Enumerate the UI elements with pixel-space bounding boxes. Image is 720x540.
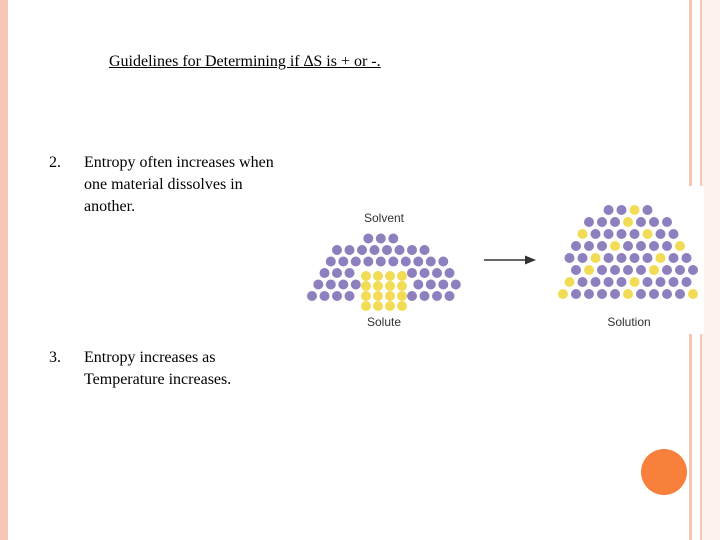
- solvent-particle: [388, 234, 398, 244]
- item-number: 3.: [49, 349, 61, 366]
- solvent-particle: [669, 253, 679, 263]
- solvent-particle: [604, 253, 614, 263]
- solvent-particle: [370, 245, 380, 255]
- solvent-particle: [332, 291, 342, 301]
- solvent-particle: [591, 277, 601, 287]
- solute-particle: [385, 301, 395, 311]
- solvent-particle: [623, 241, 633, 251]
- solvent-particle: [432, 291, 442, 301]
- solute-particle: [649, 265, 659, 275]
- solvent-particle: [584, 217, 594, 227]
- solvent-particle: [345, 245, 355, 255]
- solvent-particle: [407, 291, 417, 301]
- solvent-particle: [617, 277, 627, 287]
- solvent-particle: [363, 257, 373, 267]
- solvent-particle: [420, 268, 430, 278]
- solvent-particle: [617, 253, 627, 263]
- solute-label: Solute: [366, 315, 402, 329]
- solvent-particle: [604, 205, 614, 215]
- solvent-particle: [597, 265, 607, 275]
- solvent-particle: [432, 268, 442, 278]
- solvent-particle: [571, 289, 581, 299]
- solvent-particle: [643, 253, 653, 263]
- right-edge-band: [702, 0, 720, 540]
- solvent-particle: [332, 245, 342, 255]
- solvent-particle: [656, 229, 666, 239]
- solvent-particle: [675, 289, 685, 299]
- solvent-particle: [332, 268, 342, 278]
- solvent-particle: [617, 205, 627, 215]
- solvent-particle: [649, 241, 659, 251]
- solvent-particle: [451, 280, 461, 290]
- decorative-circle: [641, 449, 687, 495]
- solvent-particle: [617, 229, 627, 239]
- solvent-particle: [656, 277, 666, 287]
- solute-particle: [623, 217, 633, 227]
- solvent-particle: [445, 268, 455, 278]
- solvent-particle: [643, 277, 653, 287]
- solvent-particle: [675, 265, 685, 275]
- solvent-particle: [636, 289, 646, 299]
- solvent-particle: [669, 277, 679, 287]
- slide-title: Guidelines for Determining if ∆S is + or -.: [109, 53, 381, 70]
- solute-particle: [558, 289, 568, 299]
- solvent-particle: [597, 241, 607, 251]
- solvent-particle: [320, 291, 330, 301]
- solvent-particle: [649, 217, 659, 227]
- solvent-particle: [345, 291, 355, 301]
- solvent-particle: [636, 217, 646, 227]
- dissolution-diagram: [300, 186, 704, 334]
- solvent-particle: [438, 280, 448, 290]
- solvent-particle: [426, 280, 436, 290]
- solvent-particle: [578, 253, 588, 263]
- solvent-particle: [610, 265, 620, 275]
- solvent-particle: [662, 241, 672, 251]
- solute-particle: [373, 291, 383, 301]
- dissolution-diagram-svg: [300, 186, 704, 334]
- solvent-particle: [382, 245, 392, 255]
- solvent-particle: [357, 245, 367, 255]
- solvent-particle: [345, 268, 355, 278]
- solute-particle: [565, 277, 575, 287]
- solute-particle: [397, 291, 407, 301]
- solute-particle: [630, 205, 640, 215]
- solvent-particle: [376, 257, 386, 267]
- guideline-item-3: [49, 347, 289, 395]
- item-text: Entropy often increases when one material dissolves in another.: [84, 154, 274, 215]
- solvent-particle: [630, 253, 640, 263]
- solute-particle: [591, 253, 601, 263]
- solvent-particle: [326, 257, 336, 267]
- solvent-particle: [604, 229, 614, 239]
- solvent-particle: [682, 277, 692, 287]
- solvent-particle: [338, 257, 348, 267]
- item-number: 2.: [49, 154, 61, 171]
- solvent-particle: [604, 277, 614, 287]
- solvent-particle: [426, 257, 436, 267]
- solvent-particle: [413, 257, 423, 267]
- solvent-particle: [662, 289, 672, 299]
- solvent-particle: [597, 289, 607, 299]
- solvent-label: Solvent: [363, 211, 405, 225]
- guideline-item-2: [49, 152, 289, 222]
- solute-particle: [397, 301, 407, 311]
- solvent-particle: [351, 257, 361, 267]
- solute-particle: [630, 277, 640, 287]
- solution-particles: [558, 205, 698, 299]
- solute-particle: [397, 281, 407, 291]
- solute-particle: [361, 271, 371, 281]
- left-edge-border: [0, 0, 8, 540]
- solvent-particle: [565, 253, 575, 263]
- solute-particle: [656, 253, 666, 263]
- solute-particle: [675, 241, 685, 251]
- solvent-particle: [413, 280, 423, 290]
- solvent-particle: [643, 205, 653, 215]
- solvent-particle: [662, 217, 672, 227]
- solvent-particle: [610, 289, 620, 299]
- solute-particle: [361, 291, 371, 301]
- solute-particles: [361, 271, 407, 311]
- solvent-particle: [376, 234, 386, 244]
- solvent-particle: [407, 268, 417, 278]
- solvent-particle: [338, 280, 348, 290]
- solvent-particle: [623, 265, 633, 275]
- solute-particle: [385, 271, 395, 281]
- solute-particle: [373, 271, 383, 281]
- solvent-particle: [438, 257, 448, 267]
- solvent-particle: [320, 268, 330, 278]
- solvent-particle: [571, 265, 581, 275]
- solvent-particle: [584, 289, 594, 299]
- solvent-particle: [584, 241, 594, 251]
- solvent-particle: [610, 217, 620, 227]
- solvent-particle: [636, 241, 646, 251]
- solute-particle: [361, 281, 371, 291]
- solute-particle: [385, 281, 395, 291]
- solvent-particles: [307, 234, 461, 302]
- solvent-particle: [395, 245, 405, 255]
- solvent-particle: [669, 229, 679, 239]
- arrow-head-icon: [525, 256, 536, 265]
- solute-particle: [610, 241, 620, 251]
- solvent-particle: [682, 253, 692, 263]
- solvent-particle: [688, 265, 698, 275]
- solute-particle: [373, 281, 383, 291]
- solute-particle: [373, 301, 383, 311]
- solvent-particle: [420, 291, 430, 301]
- solute-particle: [578, 229, 588, 239]
- solvent-particle: [313, 280, 323, 290]
- solvent-particle: [597, 217, 607, 227]
- solvent-particle: [351, 280, 361, 290]
- solute-particle: [643, 229, 653, 239]
- solvent-particle: [388, 257, 398, 267]
- solute-particle: [385, 291, 395, 301]
- solvent-particle: [649, 289, 659, 299]
- solution-label: Solution: [607, 315, 651, 329]
- solute-particle: [688, 289, 698, 299]
- solvent-particle: [636, 265, 646, 275]
- solute-particle: [361, 301, 371, 311]
- solute-particle: [623, 289, 633, 299]
- solvent-particle: [407, 245, 417, 255]
- solute-particle: [397, 271, 407, 281]
- solvent-particle: [662, 265, 672, 275]
- solvent-particle: [578, 277, 588, 287]
- solute-particle: [584, 265, 594, 275]
- solvent-particle: [630, 229, 640, 239]
- solvent-particle: [401, 257, 411, 267]
- solvent-particle: [420, 245, 430, 255]
- item-text: Entropy increases as Temperature increases.: [84, 349, 232, 388]
- solvent-particle: [591, 229, 601, 239]
- solvent-particle: [445, 291, 455, 301]
- solvent-particle: [571, 241, 581, 251]
- solvent-particle: [363, 234, 373, 244]
- solvent-particle: [307, 291, 317, 301]
- solvent-particle: [326, 280, 336, 290]
